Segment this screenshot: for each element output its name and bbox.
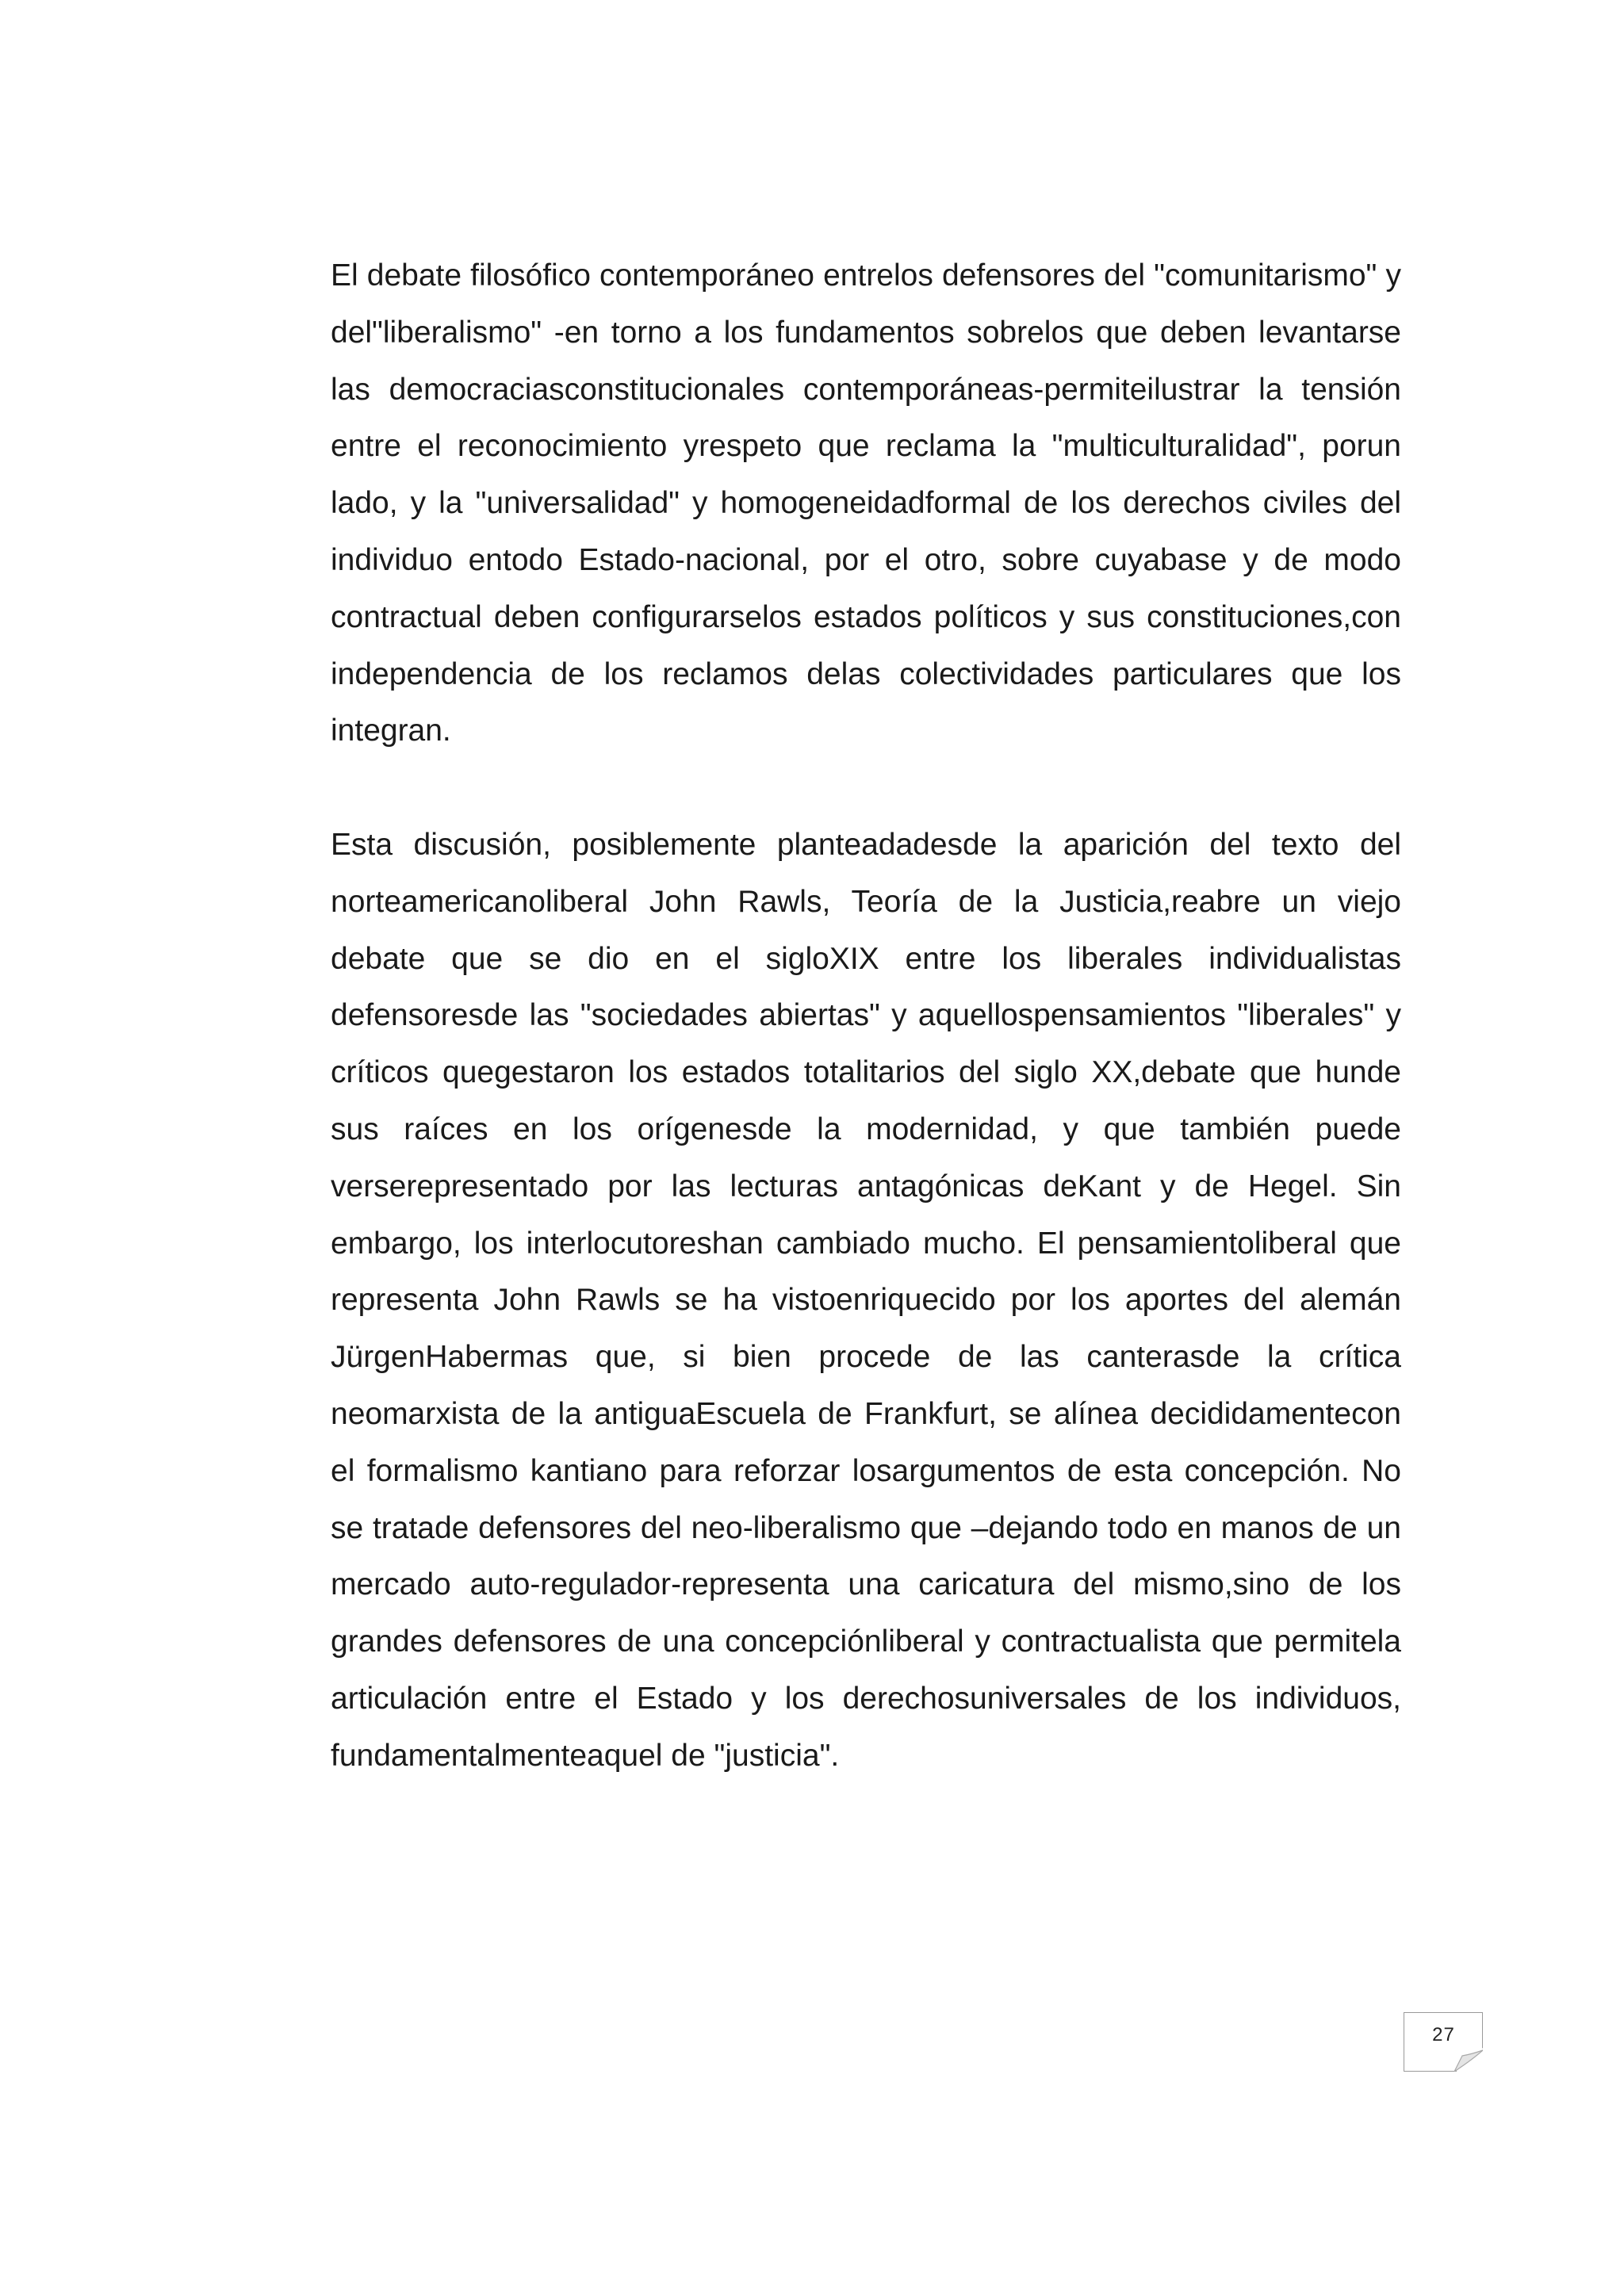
folded-corner-icon: [1454, 2048, 1483, 2072]
body-text: [331, 247, 1401, 1785]
paragraph-2: Esta discusión, posiblemente planteadadesde la aparición del texto del norteamericanoliberal John Rawls, Teoría de la Justicia,reabre un viejo debate que se dio en el sigloXIX entre los liberales individualistas defensoresde las "sociedades abiertas" y aquellospensamientos "liberales" y críticos quegestaron los estados totalitarios del siglo XX,debate que hunde sus raíces en los orígenesde la modernidad, y que también puede verserepresentado por las lecturas antagónicas deKant y de Hegel. Sin embargo, los interlocutoreshan cambiado mucho. El pensamientoliberal que representa John Rawls se ha vistoenriquecido por los aportes del alemán JürgenHabermas que, si bien procede de las canterasde la crítica neomarxista de la antiguaEscuela de Frankfurt, se alínea decididamentecon el formalismo kantiano para reforzar losargumentos de esta concepción. No se tratade defensores del neo-liberalismo que –dejando todo en manos de un mercado auto-regulador-representa una caricatura del mismo,sino de los grandes defensores de una concepciónliberal y contractualista que permitela articulación entre el Estado y los derechosuniversales de los individuos, fundamentalmenteaquel de "justicia".: [331, 827, 1401, 1773]
page-number: 27: [1432, 2024, 1455, 2045]
page-number-box: [1404, 2012, 1483, 2072]
paragraph-1: El debate filosófico contemporáneo entrelos defensores del "comunitarismo" y del"liberalismo" -en torno a los fundamentos sobrelos que deben levantarse las democraciasconstitucionales contemporáneas-permiteilustrar la tensión entre el reconocimiento yrespeto que reclama la "multiculturalidad", porun lado, y la "universalidad" y homogeneidadformal de los derechos civiles del individuo entodo Estado-nacional, por el otro, sobre cuyabase y de modo contractual deben configurarselos estados políticos y sus constituciones,con independencia de los reclamos delas colectividades particulares que los integran.: [331, 258, 1401, 748]
page-number-box-edge: [1404, 2071, 1457, 2072]
